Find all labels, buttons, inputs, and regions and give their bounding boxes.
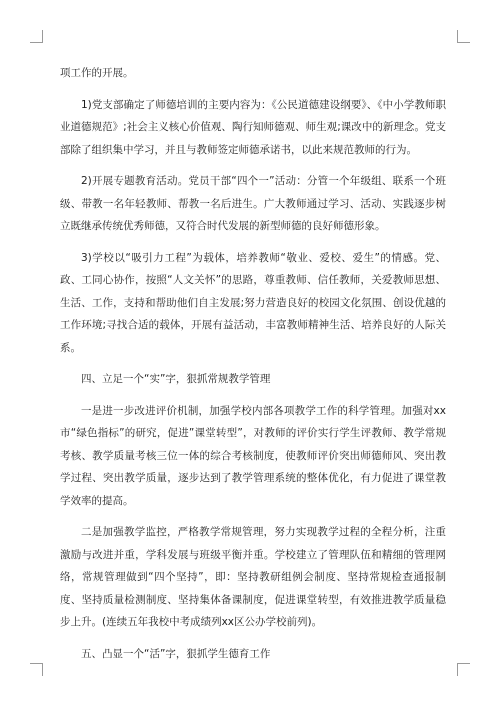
paragraph-monitoring: 二是加强教学监控，严格教学常规管理，努力实现教学过程的全程分析，注重激励与改进并重，学科发展与班级平衡并重。学校建立了管理队伍和精细的管理网络，常规管理做到“四个坚持”，即：坚持教研组例会制度、坚持常规检查通报制度、坚持质量检测制度、坚持集体备课制度，促进课堂转型，有效推进教学质量稳步上升。(连续五年我校中考成绩列xx区公办学校前列)。 — [60, 526, 446, 628]
section-heading-5: 五、凸显一个“活”字，狠抓学生德育工作 — [81, 647, 271, 660]
paragraph-item-1: 1)党支部确定了师德培训的主要内容为：《公民道德建设纲要》、《中小学教师职业道德规范》;社会主义核心价值观、陶行知师德观、师生观;课改中的新理念。党支部除了组织集中学习，并且与教师签定师德承诺书，以此来规范教师的行为。 — [60, 98, 446, 156]
crop-mark-top-left — [30, 30, 43, 43]
paragraph-continuation: 项工作的开展。 — [60, 67, 134, 79]
crop-mark-bottom-right — [457, 663, 470, 676]
paragraph-evaluation: 一是进一步改进评价机制，加强学校内部各项教学工作的科学管理。加强对xx市“绿色指标”的研究，促进”课堂转型”，对教师的评价实行学生评教师、教学常规考核、教学质量考核三位一体的综合考核制度，使教师评价突出师德师风、突出教学过程、突出教学质量，逐步达到了教学管理系统的整体优化，有力促进了课堂教学效率的提高。 — [60, 404, 446, 507]
section-heading-4: 四、立足一个“实”字，狠抓常规教学管理 — [81, 373, 271, 385]
crop-mark-bottom-left — [30, 663, 43, 676]
paragraph-item-2: 2)开展专题教育活动。党员干部“四个一”活动：分管一个年级组、联系一个班级、带教一名年轻教师、帮教一名后进生。广大教师通过学习、活动、实践逐步树立既继承传统优秀师德，又符合时代发展的新型师德的良好师德形象。 — [60, 175, 446, 232]
paragraph-item-3: 3)学校以“吸引力工程”为载体，培养教师“敬业、爱校、爱生”的情感。党、政、工同心协作，按照“人文关怀”的思路，尊重教师、信任教师，关爱教师思想、生活、工作，支持和帮助他们自主发展;努力营造良好的校园文化氛围、创设优越的工作环境;寻找合适的载体，开展有益活动，丰富教师精神生活、培养良好的人际关系。 — [60, 251, 446, 354]
crop-mark-top-right — [457, 30, 470, 43]
document-body — [60, 62, 446, 665]
